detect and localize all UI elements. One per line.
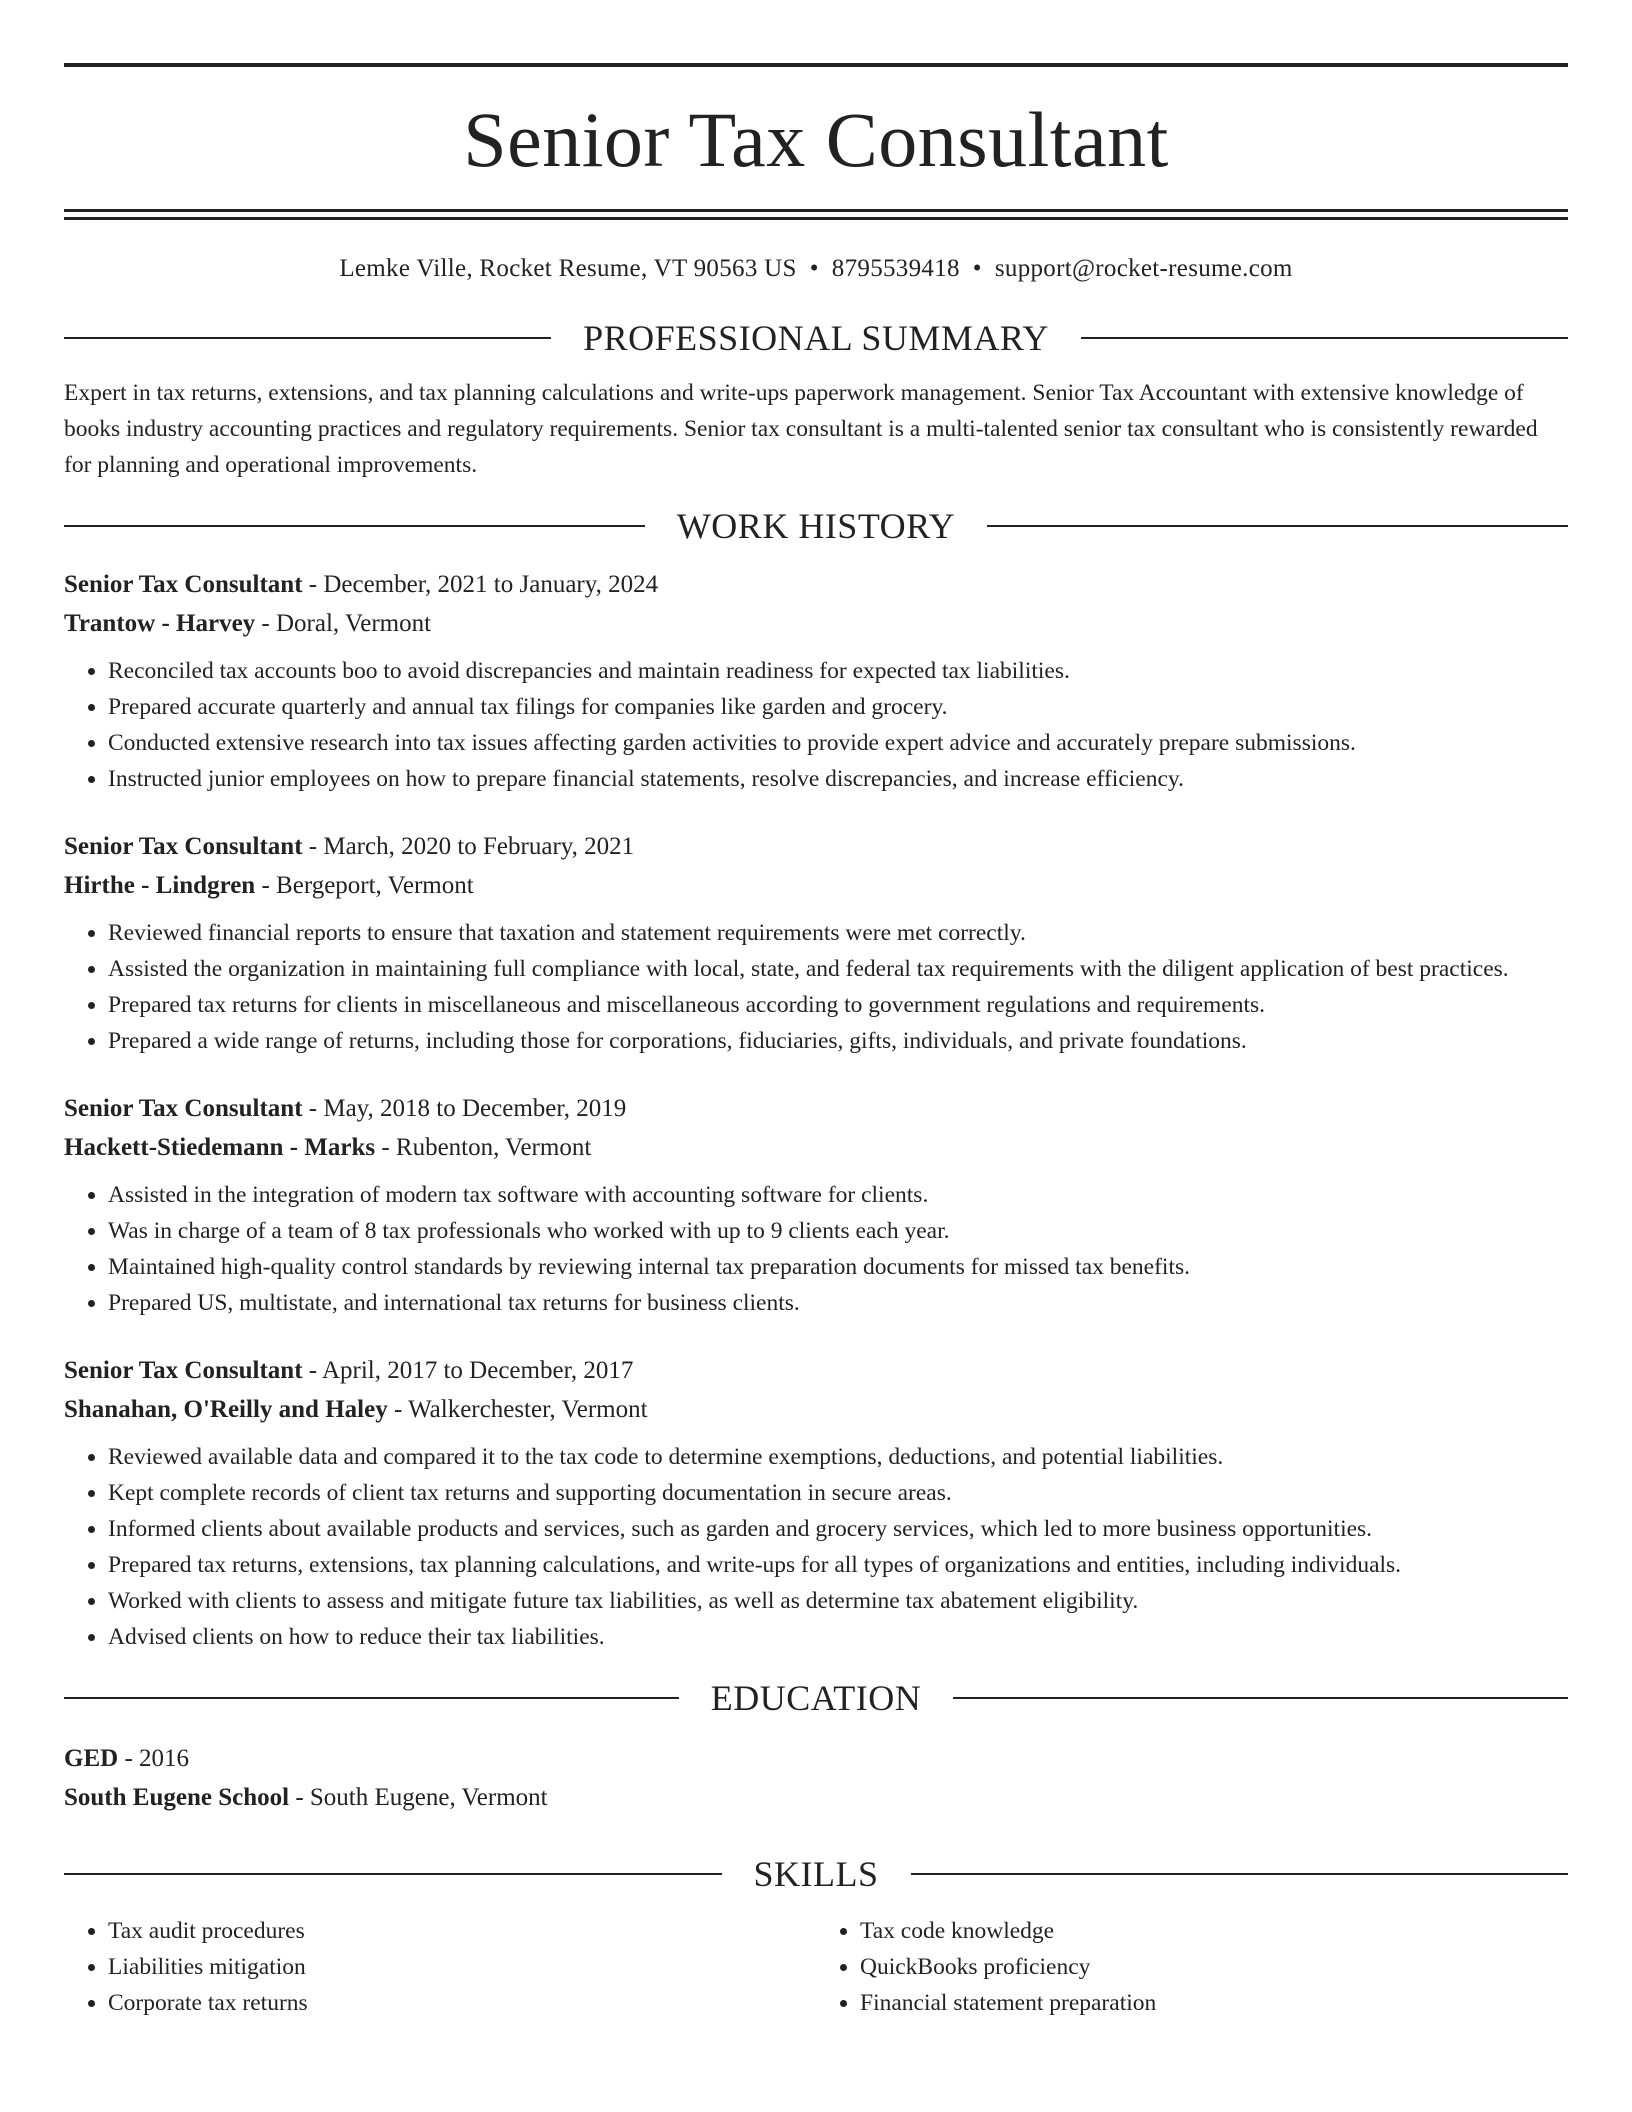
contact-separator: • <box>972 255 982 282</box>
section-title: EDUCATION <box>710 1678 922 1718</box>
job-bullet: • Instructed junior employees on how to prepare financial statements, resolve discrepancies, and increase efficiency. <box>108 761 1568 797</box>
job-bullet: • Kept complete records of client tax returns and supporting documentation in secure areas. <box>108 1475 1568 1511</box>
skill-item: • Tax audit procedures <box>108 1913 816 1949</box>
job-location: - Doral, Vermont <box>255 610 432 637</box>
section-header-education <box>64 1677 1568 1719</box>
section-rule <box>953 1697 1568 1699</box>
job-bullet: • Was in charge of a team of 8 tax professionals who worked with up to 9 clients each year. <box>108 1213 1568 1249</box>
skill-item: • Tax code knowledge <box>860 1913 1568 1949</box>
job-company: Shanahan, O'Reilly and Haley <box>64 1396 388 1423</box>
education-school-line <box>64 1778 1568 1817</box>
job-company: Hirthe - Lindgren <box>64 872 256 899</box>
job-bullets <box>64 653 1568 797</box>
resume-title: Senior Tax Consultant <box>463 96 1169 183</box>
education-entry <box>64 1739 1568 1817</box>
job-title-line <box>64 1351 1568 1390</box>
job-dates: - May, 2018 to December, 2019 <box>302 1095 627 1122</box>
contact-separator: • <box>809 255 819 282</box>
section-rule <box>1081 337 1568 339</box>
skill-item: • QuickBooks proficiency <box>860 1949 1568 1985</box>
job-company: Trantow - Harvey <box>64 610 256 637</box>
job-entry <box>64 565 1568 797</box>
section-header-work-history <box>64 505 1568 547</box>
job-bullet: • Reconciled tax accounts boo to avoid discrepancies and maintain readiness for expected tax liabilities. <box>108 653 1568 689</box>
job-bullet: • Reviewed available data and compared it to the tax code to determine exemptions, deductions, and potential liabilities. <box>108 1439 1568 1475</box>
section-title: PROFESSIONAL SUMMARY <box>583 318 1049 358</box>
section-rule <box>911 1873 1569 1875</box>
job-company-line <box>64 604 1568 643</box>
job-role: Senior Tax Consultant <box>64 571 303 598</box>
education-degree: GED <box>64 1745 119 1772</box>
job-company: Hackett-Stiedemann - Marks <box>64 1134 376 1161</box>
job-bullet: • Prepared tax returns for clients in miscellaneous and miscellaneous according to government regulations and requirements. <box>108 987 1568 1023</box>
job-bullet: • Reviewed financial reports to ensure that taxation and statement requirements were met correctly. <box>108 915 1568 951</box>
job-role: Senior Tax Consultant <box>64 1095 303 1122</box>
job-location: - Walkerchester, Vermont <box>387 1396 648 1423</box>
section-header-summary <box>64 317 1568 359</box>
section-title: WORK HISTORY <box>676 506 956 546</box>
section-rule <box>64 1697 679 1699</box>
job-title-line <box>64 827 1568 866</box>
double-rule <box>64 209 1568 220</box>
job-dates: - March, 2020 to February, 2021 <box>302 833 635 860</box>
contact-email[interactable]: support@rocket-resume.com <box>994 255 1293 282</box>
job-location: - Rubenton, Vermont <box>375 1134 592 1161</box>
job-title-line <box>64 1089 1568 1128</box>
job-bullet: • Worked with clients to assess and mitigate future tax liabilities, as well as determine tax abatement eligibility. <box>108 1583 1568 1619</box>
job-bullet: • Prepared a wide range of returns, including those for corporations, fiduciaries, gifts, individuals, and private foundations. <box>108 1023 1568 1059</box>
skill-item: • Corporate tax returns <box>108 1985 816 2021</box>
contact-phone: 8795539418 <box>831 255 960 282</box>
job-bullets <box>64 1439 1568 1655</box>
job-dates: - December, 2021 to January, 2024 <box>302 571 659 598</box>
contact-address: Lemke Ville, Rocket Resume, VT 90563 US <box>339 255 797 282</box>
section-title: SKILLS <box>753 1854 879 1894</box>
education-school: South Eugene School <box>64 1784 290 1811</box>
job-bullet: • Informed clients about available products and services, such as garden and grocery services, which led to more business opportunities. <box>108 1511 1568 1547</box>
education-degree-line <box>64 1739 1568 1778</box>
job-bullet: • Advised clients on how to reduce their tax liabilities. <box>108 1619 1568 1655</box>
job-entry <box>64 1089 1568 1321</box>
education-year: - 2016 <box>118 1745 190 1772</box>
section-rule <box>64 1873 722 1875</box>
education-location: - South Eugene, Vermont <box>289 1784 548 1811</box>
skill-item: • Liabilities mitigation <box>108 1949 816 1985</box>
job-bullet: • Assisted the organization in maintaining full compliance with local, state, and federal tax requirements with the diligent application of best practices. <box>108 951 1568 987</box>
job-bullet: • Prepared accurate quarterly and annual tax filings for companies like garden and grocery. <box>108 689 1568 725</box>
job-location: - Bergeport, Vermont <box>255 872 474 899</box>
section-rule <box>987 525 1568 527</box>
job-entry <box>64 827 1568 1059</box>
job-company-line <box>64 866 1568 905</box>
job-bullet: • Maintained high-quality control standards by reviewing internal tax preparation documents for missed tax benefits. <box>108 1249 1568 1285</box>
job-bullet: • Assisted in the integration of modern tax software with accounting software for clients. <box>108 1177 1568 1213</box>
job-bullets <box>64 1177 1568 1321</box>
section-header-skills <box>64 1853 1568 1895</box>
job-bullets <box>64 915 1568 1059</box>
job-bullet: • Conducted extensive research into tax issues affecting garden activities to provide expert advice and accurately prepare submissions. <box>108 725 1568 761</box>
job-role: Senior Tax Consultant <box>64 833 303 860</box>
section-rule <box>64 525 645 527</box>
skill-item: • Financial statement preparation <box>860 1985 1568 2021</box>
contact-line <box>64 255 1568 283</box>
job-company-line <box>64 1390 1568 1429</box>
job-title-line <box>64 565 1568 604</box>
job-company-line <box>64 1128 1568 1167</box>
skills-list <box>64 1913 1568 2021</box>
job-bullet: • Prepared tax returns, extensions, tax planning calculations, and write-ups for all types of organizations and entities, including individuals. <box>108 1547 1568 1583</box>
skills-column-left <box>64 1913 816 2021</box>
skills-column-right <box>816 1913 1568 2021</box>
job-dates: - April, 2017 to December, 2017 <box>302 1357 634 1384</box>
job-role: Senior Tax Consultant <box>64 1357 303 1384</box>
section-rule <box>64 337 551 339</box>
job-bullet: • Prepared US, multistate, and international tax returns for business clients. <box>108 1285 1568 1321</box>
job-entry <box>64 1351 1568 1655</box>
summary-text: Expert in tax returns, extensions, and tax planning calculations and write-ups paperwork management. Senior Tax Accountant with extensive knowledge of books industry accounting practices and regulatory requirements. Senior tax consultant is a multi-talented senior tax consultant who is consistently rewarded for planning and operational improvements. <box>64 380 1538 478</box>
resume-page <box>64 0 1568 2021</box>
